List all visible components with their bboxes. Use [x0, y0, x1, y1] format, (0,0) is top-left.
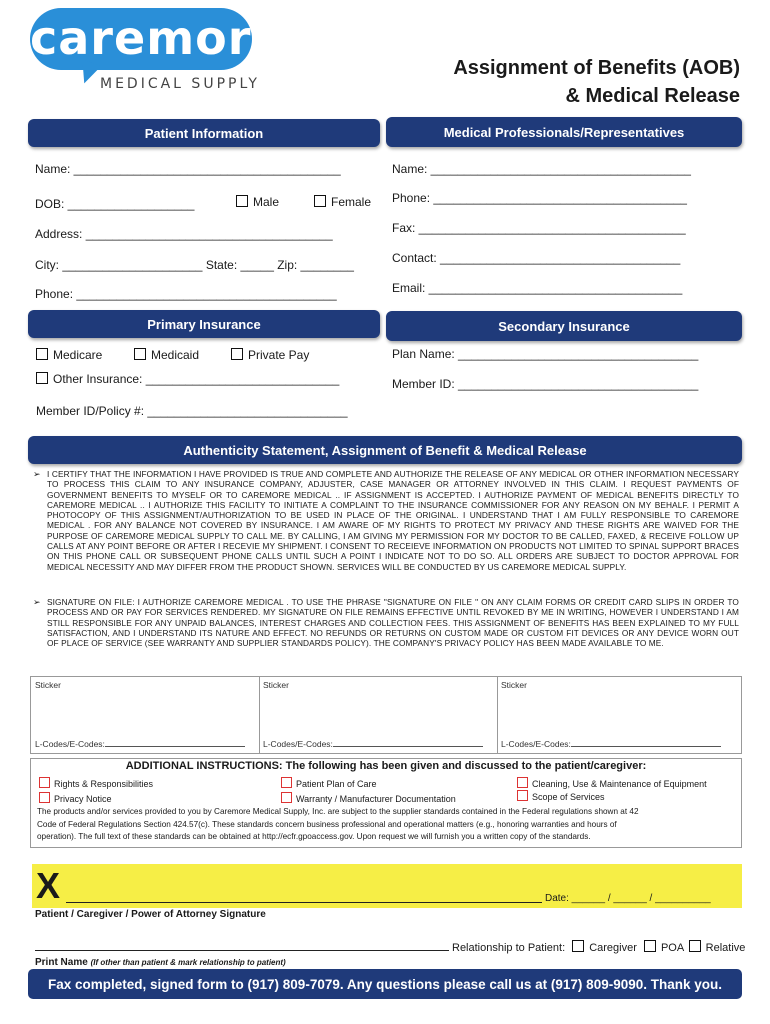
sticker-label: Sticker — [501, 680, 527, 690]
poa-checkbox[interactable] — [644, 940, 656, 952]
male-checkbox[interactable] — [236, 195, 248, 207]
codes-label: L-Codes/E-Codes: — [35, 739, 105, 749]
cleaning-checkbox[interactable] — [517, 777, 528, 788]
private-pay-option[interactable] — [231, 348, 309, 362]
statement-paragraph-2 — [33, 597, 739, 648]
male-option[interactable] — [236, 195, 279, 209]
signature-line[interactable] — [66, 902, 542, 903]
document-title — [453, 54, 740, 110]
professionals-header: Medical Professionals/Representatives — [386, 117, 742, 147]
statement-paragraph-1 — [33, 469, 739, 572]
poa-label: POA — [660, 942, 684, 954]
codes-label: L-Codes/E-Codes: — [501, 739, 571, 749]
relationship-row — [452, 940, 745, 954]
female-option[interactable] — [314, 195, 371, 209]
title-line-1: Assignment of Benefits (AOB) — [453, 57, 740, 79]
plan-name-field[interactable]: Plan Name: ____________________________________ — [392, 347, 699, 361]
checklist-item-plan-of-care[interactable] — [281, 777, 377, 789]
patient-city-state-zip-field[interactable]: City: _____________________ State: _____ Zip: ________ — [35, 258, 354, 272]
primary-insurance-header: Primary Insurance — [28, 310, 380, 338]
medicaid-option[interactable] — [134, 348, 199, 362]
privacy-checkbox[interactable] — [39, 792, 50, 803]
logo-brand: caremore — [30, 11, 284, 65]
bullet-arrow-icon: ➢ — [33, 597, 41, 607]
checklist-item-rights[interactable] — [39, 777, 153, 789]
sticker-label: Sticker — [263, 680, 289, 690]
sticker-box-1[interactable] — [31, 677, 260, 753]
note-line-3: operation). The full text of these standards can be obtained at http://ecfr.gpoaccess.gov. Upon request we will furnish you a written copy of the standards. — [37, 832, 591, 841]
checklist-item-scope[interactable] — [517, 790, 605, 802]
secondary-member-id-field[interactable]: Member ID: ____________________________________ — [392, 377, 699, 391]
checklist-item-warranty[interactable] — [281, 792, 456, 804]
professional-phone-field[interactable]: Phone: ______________________________________ — [392, 191, 687, 205]
other-insurance-checkbox[interactable] — [36, 372, 48, 384]
print-name-label: Print Name — [35, 957, 88, 968]
note-line-1: The products and/or services provided to you by Caremore Medical Supply, Inc. are subject to the supplier standards contained in the Federal regulations shown at 42 — [37, 807, 639, 816]
member-policy-field[interactable]: Member ID/Policy #: ______________________________ — [36, 404, 348, 418]
bullet-arrow-icon: ➢ — [33, 469, 41, 479]
medicare-checkbox[interactable] — [36, 348, 48, 360]
medicare-option[interactable] — [36, 348, 102, 362]
sticker-label: Sticker — [35, 680, 61, 690]
private-pay-label: Private Pay — [248, 348, 310, 362]
codes-line[interactable] — [35, 739, 245, 749]
signature-date-field[interactable]: Date: ______ / ______ / __________ — [545, 893, 711, 904]
patient-address-field[interactable]: Address: _____________________________________ — [35, 227, 333, 241]
sticker-box-2[interactable] — [259, 677, 498, 753]
codes-line[interactable] — [263, 739, 483, 749]
plan-of-care-checkbox[interactable] — [281, 777, 292, 788]
warranty-label: Warranty / Manufacturer Documentation — [296, 794, 456, 804]
professional-email-field[interactable]: Email: ______________________________________ — [392, 281, 683, 295]
caregiver-label: Caregiver — [589, 942, 637, 954]
patient-name-field[interactable]: Name: ________________________________________ — [35, 162, 341, 176]
signature-label: Patient / Caregiver / Power of Attorney Signature — [35, 909, 266, 920]
codes-line[interactable] — [501, 739, 721, 749]
title-line-2: & Medical Release — [565, 85, 740, 107]
cleaning-label: Cleaning, Use & Maintenance of Equipment — [532, 779, 707, 789]
private-pay-checkbox[interactable] — [231, 348, 243, 360]
male-label: Male — [253, 195, 280, 209]
relationship-label: Relationship to Patient: — [452, 942, 566, 954]
checklist-item-cleaning[interactable] — [517, 777, 707, 789]
rights-label: Rights & Responsibilities — [54, 779, 154, 789]
checklist-item-privacy[interactable] — [39, 792, 112, 804]
professional-contact-field[interactable]: Contact: ____________________________________ — [392, 251, 681, 265]
statement-text-1: I CERTIFY THAT THE INFORMATION I HAVE PROVIDED IS TRUE AND COMPLETE AND AUTHORIZE THE RELEASE OF ANY MEDICAL OR OTHER INFORMATION NECESSARY TO PROCESS THIS CLAIM TO ANY INSURANCE COMPANY, ADJUSTER, CASE MANAGER OR ATTORNEY INVOLVED IN THIS CLAIM. I REQUEST PAYMENTS OF GOVERNMENT BENEFITS TO MYSELF OR TO CAREMORE MEDICAL .. IF ASSIGNMENT IS ACCEPTED. I AUTHORIZE PAYMENT OF MEDICAL BENEFITS DIRECTLY TO CAREMORE MEDICAL .. I AUTHORIZE THIS FACILITY TO INITIATE A COMPLAINT TO THE INSURANCE COMMISSIONER FOR ANY REASON ON MY BEHALF. I PERMIT A PHOTOCOPY OF THIS ASSIGNMENT/AUTHORIZATION TO BE USED IN PLACE OF THE ORIGINAL. I UNDERSTAND THAT I AM FULLY RESPONSIBLE TO CAREMORE MEDICAL . FOR ANY BALANCE NOT COVERED BY INSURANCE. I AM AWARE OF MY RIGHTS TO PROTECT MY PRIVACY AND THESE RIGHTS ARE WAIVED FOR THE PURPOSE OF CAREMORE MEDICAL SUPPLY TO CALL ME. BY CALLING, I AM GIVING MY PERMISSION FOR MY DOCTOR TO BE CALLED, FAXED, & RECEIVE FOLLOW UP CALLS AT ANY POINT BEFORE OR AFTER I RECEVIE MY SHIPMENT. I CONSENT TO RECEIEVE INFORMATION ON PRODUCTS NOT LIMITED TO SPINAL SUPPORT BRACES ON THIS PHONE CALL OR SUBSEQUENT PHONE CALLS UNTIL SUCH A POINT I INDICATE NOT TO DO SO. ALL ORDERS ARE SUBJECT TO DOCTOR APPROVAL FOR MEDICAL NECESSITY AND MAY DIFFER FROM THE PRODUCT SHOWN. SERVICES WILL BE CONDUCTED BY US CAREMORE MEDICAL SUPPLY. — [47, 469, 739, 572]
secondary-insurance-header: Secondary Insurance — [386, 311, 742, 341]
patient-phone-field[interactable]: Phone: _______________________________________ — [35, 287, 337, 301]
authenticity-header: Authenticity Statement, Assignment of Benefit & Medical Release — [28, 436, 742, 464]
relative-label: Relative — [705, 942, 746, 954]
supplier-standards-note — [37, 806, 639, 844]
female-checkbox[interactable] — [314, 195, 326, 207]
other-insurance-field[interactable]: Other Insurance: _____________________________ — [53, 372, 340, 386]
female-label: Female — [331, 195, 372, 209]
patient-info-header: Patient Information — [28, 119, 380, 147]
caregiver-checkbox[interactable] — [572, 940, 584, 952]
professional-fax-field[interactable]: Fax: ________________________________________ — [392, 221, 686, 235]
scope-label: Scope of Services — [532, 792, 605, 802]
medicaid-checkbox[interactable] — [134, 348, 146, 360]
warranty-checkbox[interactable] — [281, 792, 292, 803]
print-name-label-row — [35, 957, 286, 968]
other-insurance-option[interactable] — [36, 372, 339, 386]
footer-banner: Fax completed, signed form to (917) 809-7079. Any questions please call us at (917) 809-9090. Thank you. — [28, 969, 742, 999]
plan-of-care-label: Patient Plan of Care — [296, 779, 377, 789]
patient-dob-field[interactable]: DOB: ___________________ — [35, 197, 195, 211]
additional-header: ADDITIONAL INSTRUCTIONS: The following has been given and discussed to the patient/caregiver: — [125, 760, 647, 772]
relative-checkbox[interactable] — [689, 940, 701, 952]
medicare-label: Medicare — [53, 348, 103, 362]
medicaid-label: Medicaid — [151, 348, 200, 362]
print-name-line[interactable] — [35, 950, 449, 951]
additional-instructions — [30, 758, 742, 848]
scope-checkbox[interactable] — [517, 790, 528, 801]
print-name-note: (If other than patient & mark relationship to patient) — [90, 958, 286, 967]
note-line-2: Code of Federal Regulations Section 424.57(c). These standards concern business professional and operational matters (e.g., honoring warranties and hours of — [37, 819, 617, 829]
rights-checkbox[interactable] — [39, 777, 50, 788]
codes-label: L-Codes/E-Codes: — [263, 739, 333, 749]
professional-name-field[interactable]: Name: _______________________________________ — [392, 162, 691, 176]
privacy-label: Privacy Notice — [54, 794, 112, 804]
statement-text-2: SIGNATURE ON FILE: I AUTHORIZE CAREMORE MEDICAL . TO USE THE PHRASE "SIGNATURE ON FILE " ON ANY CLAIM FORMS OR CREDIT CARD SLIPS IN ORDER TO PROCESS AND OR PAY FOR SERVICES RENDERED. MY SIGNATURE ON FILE REMAINS EFFECTIVE UNTIL REVOKED BY ME IN WRITING, HOWEVER I UNDERSTAND I AM STILL RESPONSIBLE FOR ANY UNPAID BALANCES, INTEREST CHARGES AND COLLECTION FEES. THIS ASSIGNMENT OF BENEFITS HAS BEEN EXPLAINED TO MY FULL SATISFACTION, AND I UNDERSTAND ITS NATURE AND EFFECT. NO REFUNDS OR RETURNS ON CUSTOM MADE OR CUSTOM FIT DEVICES OR ANY DEVICE WORN OUT OF PLACE OF SERVICE (SEE WARRANTY AND SUPPLIER STANDARDS POLICY). THE COMPANY'S PRIVACY POLICY HAS BEEN MADE AVAILABLE TO ME. — [47, 597, 739, 649]
sticker-area — [30, 676, 742, 754]
sticker-box-3[interactable] — [497, 677, 740, 753]
signature-x-mark: X — [36, 865, 61, 906]
logo-subtitle: MEDICAL SUPPLY — [100, 76, 260, 92]
